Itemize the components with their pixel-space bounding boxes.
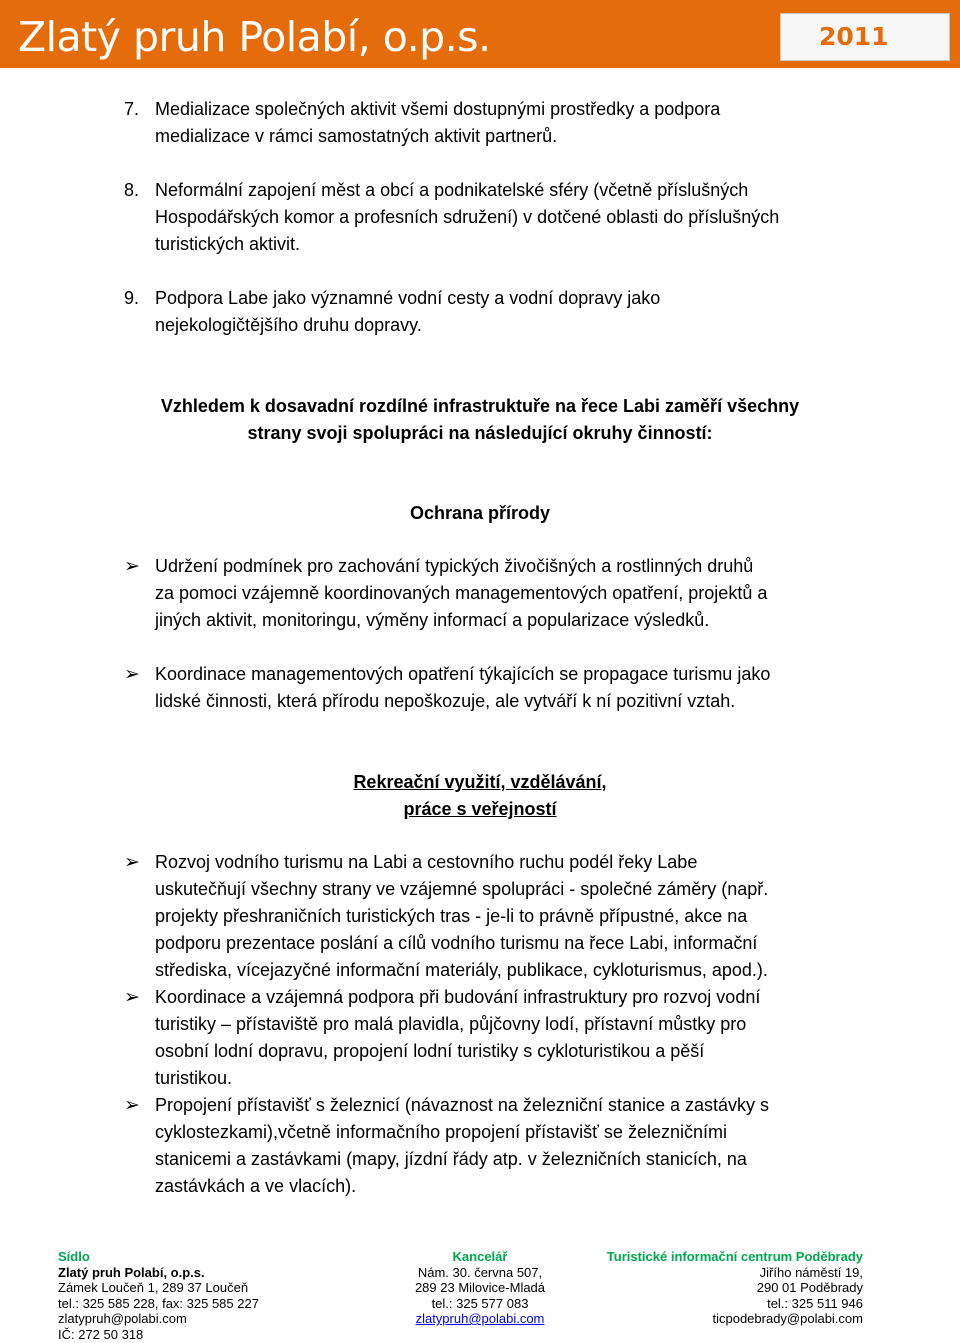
bullet-line: turistiky – přístaviště pro malá plavidla, půjčovny lodí, přístavní můstky pro	[155, 1014, 747, 1034]
section-heading-ochrana: Ochrana přírody	[409, 503, 551, 523]
item-line: nejekologičtějšího druhu dopravy.	[155, 315, 422, 335]
item-line: medializace v rámci samostatných aktivit partnerů.	[155, 126, 558, 146]
bullet-line: za pomoci vzájemně koordinovaných managementových opatření, projektů a	[155, 583, 768, 603]
footer-phone: tel.: 325 577 083	[431, 1295, 529, 1311]
footer-email: ticpodebrady@polabi.com	[712, 1311, 863, 1326]
footer-city: 290 01 Poděbrady	[756, 1280, 863, 1295]
bullet-line: lidské činnosti, která přírodu nepoškozuje, ale vytváří k ní pozitivní vztah.	[155, 691, 736, 711]
bullet-line: Propojení přístavišť s železnicí (návaznost na železniční stanice a zastávky s	[155, 1095, 770, 1115]
intro-line: strany svoji spolupráci na následující okruhy činností:	[247, 423, 713, 443]
item-line: Podpora Labe jako významné vodní cesty a vodní dopravy jako	[155, 288, 661, 308]
header-year-box: 2011	[780, 13, 950, 61]
bullet-line: turistikou.	[155, 1068, 233, 1088]
section-heading-rekreace: práce s veřejností	[403, 799, 557, 819]
item-number: 8.	[124, 180, 140, 200]
bullet-arrow-icon: ➢	[124, 1094, 140, 1116]
footer-heading: Kancelář	[452, 1249, 508, 1264]
bullet-line: cyklostezkami),včetně informačního propojení přístavišť se železničními	[155, 1122, 727, 1142]
bullet-arrow-icon: ➢	[124, 851, 140, 873]
bullet-line: Koordinace managementových opatření týkajících se propagace turismu jako	[155, 664, 771, 684]
footer-heading: Turistické informační centrum Poděbrady	[606, 1249, 863, 1264]
item-line: Neformální zapojení měst a obcí a podnikatelské sféry (včetně příslušných	[155, 180, 749, 200]
item-line: Hospodářských komor a profesních sdružení) v dotčené oblasti do příslušných	[155, 207, 780, 227]
bullet-arrow-icon: ➢	[124, 663, 140, 685]
bullet-line: Koordinace a vzájemná podpora při budování infrastruktury pro rozvoj vodní	[155, 987, 761, 1007]
footer-email: zlatypruh@polabi.com	[58, 1311, 187, 1326]
item-line: turistických aktivit.	[155, 234, 301, 254]
bullet-line: jiných aktivit, monitoringu, výměny informací a popularizace výsledků.	[155, 610, 710, 630]
bullet-arrow-icon: ➢	[124, 986, 140, 1008]
page-header	[0, 0, 960, 68]
bullet-arrow-icon: ➢	[124, 555, 140, 577]
section-heading-rekreace: Rekreační využití, vzdělávání,	[353, 772, 607, 792]
footer-city: 289 23 Milovice-Mladá	[414, 1280, 546, 1295]
footer-kancelar	[380, 1249, 580, 1327]
footer-ic: IČ: 272 50 318	[58, 1326, 144, 1342]
bullet-line: Rozvoj vodního turismu na Labi a cestovního ruchu podél řeky Labe	[155, 852, 698, 872]
bullet-line: střediska, vícejazyčné informační materiály, publikace, cykloturismus, apod.).	[155, 960, 768, 980]
footer-email-link[interactable]: zlatypruh@polabi.com	[415, 1311, 545, 1326]
item-number: 7.	[124, 99, 140, 119]
footer-phone: tel.: 325 511 946	[767, 1295, 863, 1311]
bullet-line: stanicemi a zastávkami (mapy, jízdní řády atp. v železničních stanicích, na	[155, 1149, 747, 1169]
footer-street: Nám. 30. června 507,	[417, 1264, 543, 1280]
footer-street: Jiřího náměstí 19,	[759, 1264, 863, 1280]
item-number: 9.	[124, 288, 140, 308]
item-line: Medializace společných aktivit všemi dostupnými prostředky a podpora	[155, 99, 721, 119]
footer-heading: Sídlo	[58, 1249, 90, 1264]
bullet-line: podporu prezentace poslání a cílů vodního turismu na řece Labi, informační	[155, 933, 758, 953]
bullet-line: uskutečňují všechny strany ve vzájemné spolupráci - společné záměry (např.	[155, 879, 769, 899]
bullet-line: Udržení podmínek pro zachování typických živočišných a rostlinných druhů	[155, 556, 754, 576]
footer-address: Zámek Loučeň 1, 289 37 Loučeň	[58, 1280, 249, 1295]
footer-phone: tel.: 325 585 228, fax: 325 585 227	[58, 1295, 259, 1311]
bullet-line: osobní lodní dopravu, propojení lodní turistiky s cykloturistikou a pěší	[155, 1041, 705, 1061]
header-title: Zlatý pruh Polabí, o.p.s.	[18, 13, 491, 61]
intro-line: Vzhledem k dosavadní rozdílné infrastruktuře na řece Labi zaměří všechny	[160, 396, 800, 416]
footer-sidlo	[58, 1249, 378, 1342]
bullet-line: zastávkách a ve vlacích).	[155, 1176, 357, 1196]
footer-tic	[580, 1249, 863, 1327]
footer-org-name: Zlatý pruh Polabí, o.p.s.	[58, 1264, 205, 1280]
bullet-line: projekty přeshraničních turistických tras - je-li to právně přípustné, akce na	[155, 906, 748, 926]
